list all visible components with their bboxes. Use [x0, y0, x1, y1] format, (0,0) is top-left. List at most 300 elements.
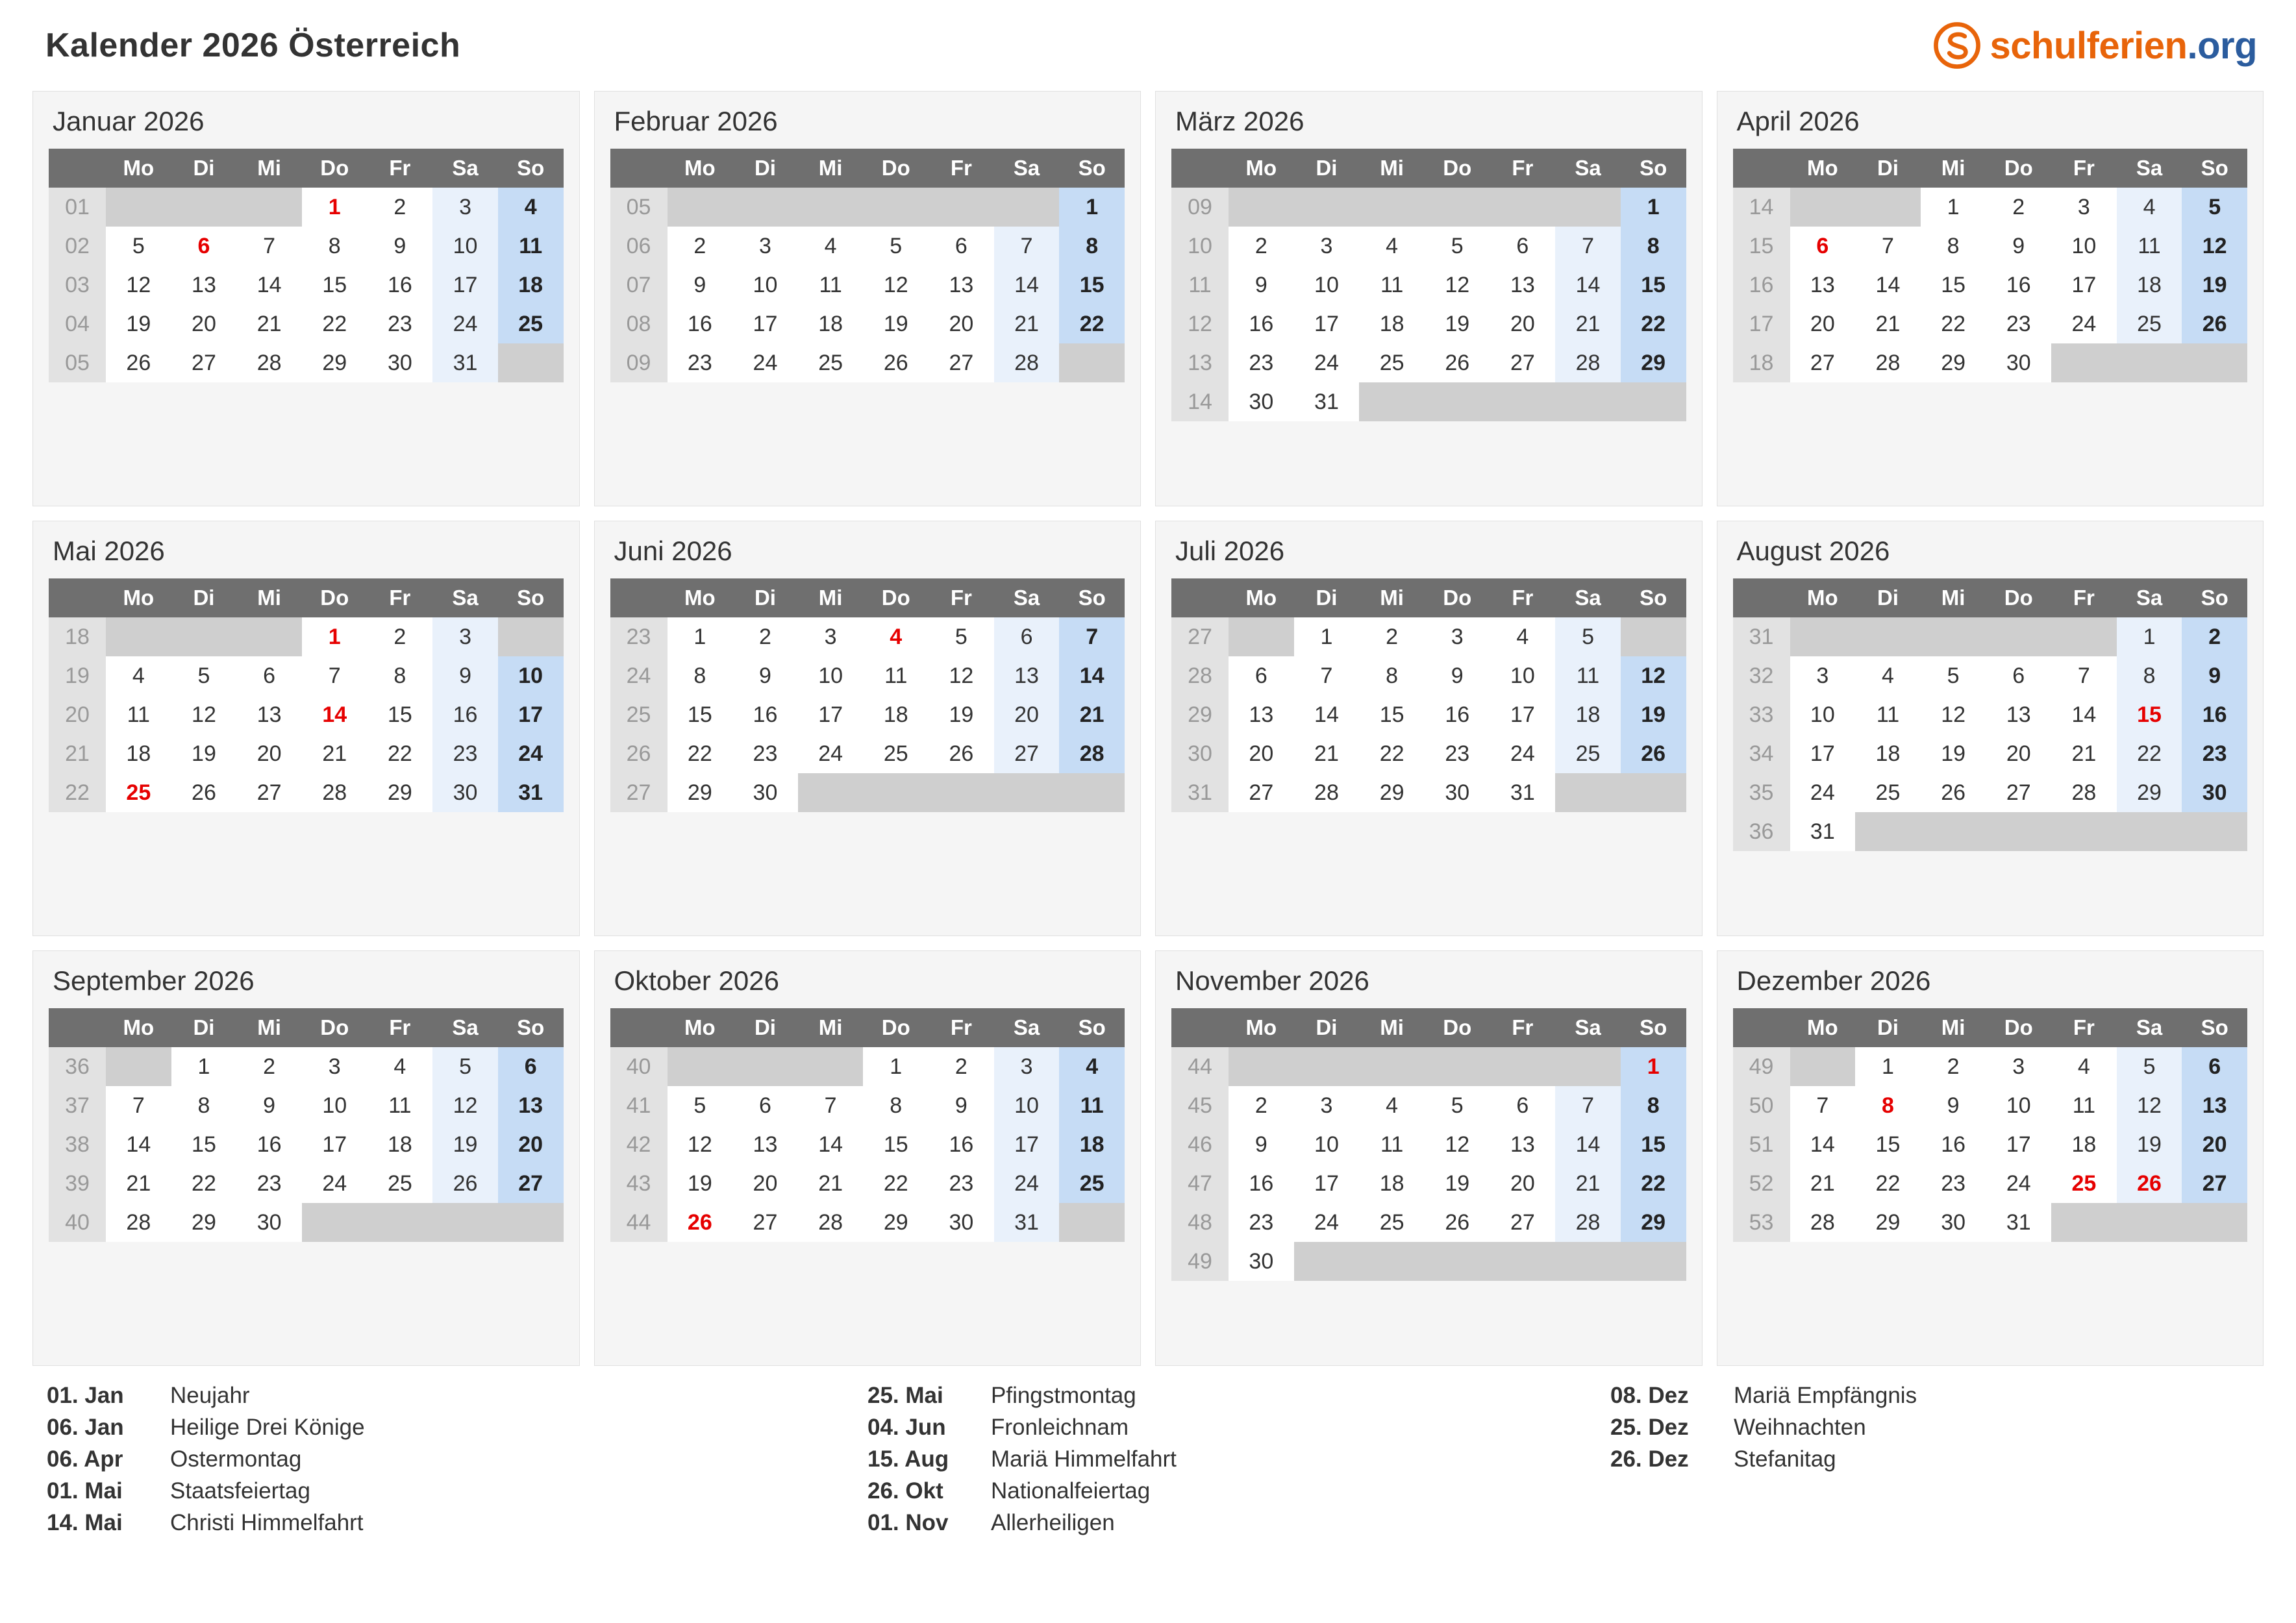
- day-cell: 14: [798, 1125, 864, 1164]
- day-cell: 20: [994, 695, 1060, 734]
- day-cell: 17: [732, 304, 798, 343]
- day-cell: 10: [1294, 266, 1360, 304]
- day-cell: 12: [106, 266, 171, 304]
- legend-item: [867, 1383, 1506, 1409]
- day-cell: 1: [171, 1047, 237, 1086]
- day-cell: 5: [929, 617, 994, 656]
- day-cell: 9: [1921, 1086, 1986, 1125]
- weekday-header: Do: [1425, 578, 1490, 617]
- weekday-header: Fr: [368, 1008, 433, 1047]
- week-number: 06: [610, 227, 668, 266]
- weekday-header: So: [1621, 149, 1686, 188]
- month-card: [594, 91, 1142, 506]
- week-number: 10: [1171, 227, 1229, 266]
- legend-date: 26. Dez: [1610, 1446, 1689, 1472]
- legend-date: 06. Jan: [47, 1415, 124, 1440]
- week-number: 32: [1733, 656, 1790, 695]
- day-cell: 5: [1425, 1086, 1490, 1125]
- weekday-header: Mo: [1790, 149, 1856, 188]
- empty-cell: [1359, 1242, 1425, 1281]
- day-cell: 26: [863, 343, 929, 382]
- day-cell: 1: [1059, 188, 1125, 227]
- week-row: [49, 304, 564, 343]
- empty-cell: [368, 1203, 433, 1242]
- empty-cell: [1490, 1242, 1556, 1281]
- day-cell: 22: [368, 734, 433, 773]
- day-cell: 10: [2051, 227, 2117, 266]
- day-cell: 13: [498, 1086, 564, 1125]
- empty-cell: [1555, 1242, 1621, 1281]
- empty-cell: [1555, 1047, 1621, 1086]
- weekday-header: Di: [1855, 149, 1921, 188]
- month-table: [1171, 149, 1686, 421]
- empty-cell: [1425, 1242, 1490, 1281]
- empty-cell: [2051, 343, 2117, 382]
- week-number: 03: [49, 266, 106, 304]
- day-cell: 2: [2182, 617, 2247, 656]
- day-cell: 12: [432, 1086, 498, 1125]
- legend-item: [1610, 1415, 2249, 1441]
- month-title: Januar 2026: [53, 106, 205, 136]
- day-cell: 30: [1425, 773, 1490, 812]
- day-cell: 12: [668, 1125, 733, 1164]
- legend-holiday-name: Fronleichnam: [991, 1415, 1129, 1440]
- day-cell: 12: [1921, 695, 1986, 734]
- legend-date: 14. Mai: [47, 1510, 123, 1535]
- day-cell: 9: [1229, 266, 1294, 304]
- week-number: 40: [610, 1047, 668, 1086]
- weekday-header: Mi: [236, 578, 302, 617]
- day-cell: 26: [2117, 1164, 2182, 1203]
- week-number: 07: [610, 266, 668, 304]
- week-row: [610, 1203, 1125, 1242]
- day-cell: 17: [1294, 1164, 1360, 1203]
- week-number: 34: [1733, 734, 1790, 773]
- week-row: [1733, 1164, 2248, 1203]
- week-row: [49, 1203, 564, 1242]
- month-title: März 2026: [1175, 106, 1304, 136]
- day-cell: 8: [2117, 656, 2182, 695]
- week-number: 14: [1171, 382, 1229, 421]
- week-number: 52: [1733, 1164, 1790, 1203]
- week-row: [1733, 617, 2248, 656]
- day-cell: 22: [668, 734, 733, 773]
- week-row: [1171, 304, 1686, 343]
- week-number: 42: [610, 1125, 668, 1164]
- weekday-header: So: [1621, 1008, 1686, 1047]
- week-number: 31: [1733, 617, 1790, 656]
- day-cell: 7: [1555, 1086, 1621, 1125]
- week-number: 24: [610, 656, 668, 695]
- month-card: [594, 950, 1142, 1366]
- day-cell: 14: [236, 266, 302, 304]
- day-cell: 23: [732, 734, 798, 773]
- day-cell: 3: [432, 617, 498, 656]
- day-cell: 2: [1229, 227, 1294, 266]
- day-cell: 8: [1921, 227, 1986, 266]
- weekday-header: Sa: [2117, 149, 2182, 188]
- day-cell: 19: [171, 734, 237, 773]
- week-number: 30: [1171, 734, 1229, 773]
- day-cell: 18: [1555, 695, 1621, 734]
- week-row: [610, 266, 1125, 304]
- day-cell: 29: [1621, 1203, 1686, 1242]
- legend-date: 25. Mai: [867, 1383, 943, 1408]
- empty-cell: [1555, 382, 1621, 421]
- day-cell: 9: [432, 656, 498, 695]
- empty-cell: [1555, 773, 1621, 812]
- empty-cell: [1790, 1047, 1856, 1086]
- day-cell: 6: [236, 656, 302, 695]
- day-cell: 11: [498, 227, 564, 266]
- legend-item: [867, 1446, 1506, 1472]
- legend-column: [790, 1383, 1506, 1536]
- day-cell: 26: [1425, 343, 1490, 382]
- day-cell: 12: [1425, 1125, 1490, 1164]
- empty-cell: [236, 617, 302, 656]
- weekday-header: Fr: [929, 149, 994, 188]
- week-row: [1733, 734, 2248, 773]
- day-cell: 27: [171, 343, 237, 382]
- week-number: 21: [49, 734, 106, 773]
- day-cell: 5: [863, 227, 929, 266]
- day-cell: 16: [1229, 1164, 1294, 1203]
- month-title: November 2026: [1175, 965, 1369, 996]
- week-row: [610, 1047, 1125, 1086]
- day-cell: 27: [929, 343, 994, 382]
- week-number-header: [1171, 578, 1229, 617]
- day-cell: 4: [368, 1047, 433, 1086]
- empty-cell: [929, 188, 994, 227]
- day-cell: 20: [1790, 304, 1856, 343]
- day-cell: 27: [1229, 773, 1294, 812]
- weekday-header: Do: [1986, 1008, 2051, 1047]
- day-cell: 15: [1059, 266, 1125, 304]
- day-cell: 21: [1059, 695, 1125, 734]
- week-number: 18: [49, 617, 106, 656]
- day-cell: 28: [236, 343, 302, 382]
- empty-cell: [1229, 617, 1294, 656]
- month-table: [49, 1008, 564, 1242]
- day-cell: 31: [1986, 1203, 2051, 1242]
- weekday-header: Sa: [1555, 149, 1621, 188]
- day-cell: 6: [1986, 656, 2051, 695]
- weekday-header: Sa: [2117, 1008, 2182, 1047]
- week-row: [610, 1125, 1125, 1164]
- legend-holiday-name: Staatsfeiertag: [170, 1478, 310, 1504]
- empty-cell: [1855, 812, 1921, 851]
- week-row: [1733, 773, 2248, 812]
- day-cell: 12: [2117, 1086, 2182, 1125]
- week-number-header: [49, 149, 106, 188]
- day-cell: 26: [1621, 734, 1686, 773]
- week-row: [1171, 1164, 1686, 1203]
- weekday-header: Sa: [994, 1008, 1060, 1047]
- week-row: [610, 304, 1125, 343]
- day-cell: 17: [1294, 304, 1360, 343]
- holiday-legend: [26, 1366, 2270, 1536]
- day-cell: 26: [1425, 1203, 1490, 1242]
- day-cell: 27: [994, 734, 1060, 773]
- day-cell: 26: [106, 343, 171, 382]
- legend-holiday-name: Neujahr: [170, 1383, 250, 1408]
- week-number: 44: [610, 1203, 668, 1242]
- day-cell: 4: [1359, 1086, 1425, 1125]
- day-cell: 15: [1359, 695, 1425, 734]
- day-cell: 19: [863, 304, 929, 343]
- day-cell: 23: [432, 734, 498, 773]
- week-number: 49: [1733, 1047, 1790, 1086]
- day-cell: 28: [2051, 773, 2117, 812]
- empty-cell: [1359, 1047, 1425, 1086]
- empty-cell: [1855, 617, 1921, 656]
- day-cell: 10: [994, 1086, 1060, 1125]
- weekday-header: Fr: [1490, 149, 1556, 188]
- day-cell: 22: [1621, 304, 1686, 343]
- empty-cell: [994, 188, 1060, 227]
- weekday-header: Mi: [798, 149, 864, 188]
- week-number: 01: [49, 188, 106, 227]
- legend-date: 01. Mai: [47, 1478, 123, 1504]
- empty-cell: [171, 188, 237, 227]
- week-row: [610, 773, 1125, 812]
- week-row: [1733, 227, 2248, 266]
- site-logo[interactable]: [1933, 21, 2257, 69]
- weekday-header: Sa: [432, 578, 498, 617]
- day-cell: 1: [1294, 617, 1360, 656]
- day-cell: 9: [368, 227, 433, 266]
- legend-holiday-name: Heilige Drei Könige: [170, 1415, 365, 1440]
- week-number: 41: [610, 1086, 668, 1125]
- day-cell: 11: [2051, 1086, 2117, 1125]
- empty-cell: [106, 188, 171, 227]
- week-number: 36: [49, 1047, 106, 1086]
- day-cell: 17: [498, 695, 564, 734]
- weekday-header: Fr: [1490, 1008, 1556, 1047]
- day-cell: 22: [302, 304, 368, 343]
- week-row: [49, 266, 564, 304]
- weekday-header: Do: [302, 578, 368, 617]
- day-cell: 1: [1621, 1047, 1686, 1086]
- day-cell: 27: [498, 1164, 564, 1203]
- day-cell: 11: [2117, 227, 2182, 266]
- day-cell: 20: [1986, 734, 2051, 773]
- day-cell: 1: [302, 617, 368, 656]
- day-cell: 13: [929, 266, 994, 304]
- week-number: 36: [1733, 812, 1790, 851]
- legend-date: 01. Jan: [47, 1383, 124, 1408]
- week-number: 50: [1733, 1086, 1790, 1125]
- week-row: [610, 343, 1125, 382]
- day-cell: 6: [171, 227, 237, 266]
- legend-holiday-name: Mariä Himmelfahrt: [991, 1446, 1177, 1472]
- day-cell: 27: [2182, 1164, 2247, 1203]
- empty-cell: [498, 1203, 564, 1242]
- day-cell: 29: [171, 1203, 237, 1242]
- week-number: 22: [49, 773, 106, 812]
- weekday-header: Do: [1425, 149, 1490, 188]
- month-card: [1155, 521, 1703, 936]
- legend-date: 08. Dez: [1610, 1383, 1689, 1408]
- day-cell: 19: [2117, 1125, 2182, 1164]
- weekday-header: So: [1059, 1008, 1125, 1047]
- weekday-header: So: [2182, 578, 2247, 617]
- day-cell: 20: [929, 304, 994, 343]
- day-cell: 21: [1294, 734, 1360, 773]
- day-cell: 21: [1555, 1164, 1621, 1203]
- day-cell: 4: [863, 617, 929, 656]
- empty-cell: [1621, 617, 1686, 656]
- month-title: April 2026: [1736, 106, 1860, 136]
- week-row: [610, 1086, 1125, 1125]
- week-row: [49, 773, 564, 812]
- week-row: [1733, 343, 2248, 382]
- day-cell: 2: [236, 1047, 302, 1086]
- day-cell: 5: [2182, 188, 2247, 227]
- month-title: Dezember 2026: [1736, 965, 1931, 996]
- empty-cell: [2117, 1203, 2182, 1242]
- week-number: 45: [1171, 1086, 1229, 1125]
- day-cell: 29: [1621, 343, 1686, 382]
- empty-cell: [1921, 617, 1986, 656]
- week-row: [610, 695, 1125, 734]
- weekday-header: Mi: [1921, 149, 1986, 188]
- week-number: 48: [1171, 1203, 1229, 1242]
- day-cell: 7: [302, 656, 368, 695]
- day-cell: 18: [498, 266, 564, 304]
- page-header: [26, 0, 2270, 91]
- day-cell: 6: [929, 227, 994, 266]
- empty-cell: [1059, 773, 1125, 812]
- day-cell: 24: [732, 343, 798, 382]
- week-number-header: [49, 1008, 106, 1047]
- week-number: 20: [49, 695, 106, 734]
- day-cell: 23: [2182, 734, 2247, 773]
- day-cell: 4: [1855, 656, 1921, 695]
- day-cell: 30: [1986, 343, 2051, 382]
- day-cell: 28: [1555, 343, 1621, 382]
- week-row: [610, 656, 1125, 695]
- weekday-header: Di: [1855, 578, 1921, 617]
- weekday-header: Sa: [1555, 1008, 1621, 1047]
- day-cell: 9: [668, 266, 733, 304]
- day-cell: 25: [1059, 1164, 1125, 1203]
- week-number-header: [1171, 149, 1229, 188]
- day-cell: 13: [1490, 1125, 1556, 1164]
- week-number: 19: [49, 656, 106, 695]
- day-cell: 28: [1059, 734, 1125, 773]
- month-card: [1717, 521, 2264, 936]
- day-cell: 3: [432, 188, 498, 227]
- day-cell: 8: [1855, 1086, 1921, 1125]
- week-number: 16: [1733, 266, 1790, 304]
- empty-cell: [2117, 812, 2182, 851]
- day-cell: 30: [432, 773, 498, 812]
- empty-cell: [732, 1047, 798, 1086]
- day-cell: 17: [302, 1125, 368, 1164]
- legend-item: [867, 1415, 1506, 1441]
- empty-cell: [2051, 1203, 2117, 1242]
- legend-column: [47, 1383, 764, 1536]
- week-number: 38: [49, 1125, 106, 1164]
- day-cell: 30: [929, 1203, 994, 1242]
- empty-cell: [302, 1203, 368, 1242]
- day-cell: 2: [368, 617, 433, 656]
- day-cell: 23: [1229, 343, 1294, 382]
- day-cell: 15: [368, 695, 433, 734]
- day-cell: 24: [498, 734, 564, 773]
- weekday-header: Do: [302, 149, 368, 188]
- day-cell: 31: [498, 773, 564, 812]
- empty-cell: [106, 617, 171, 656]
- day-cell: 2: [668, 227, 733, 266]
- weekday-header: Mi: [1359, 1008, 1425, 1047]
- legend-item: [47, 1446, 764, 1472]
- empty-cell: [732, 188, 798, 227]
- month-table: [1733, 578, 2248, 851]
- empty-cell: [2117, 343, 2182, 382]
- day-cell: 5: [668, 1086, 733, 1125]
- day-cell: 1: [1855, 1047, 1921, 1086]
- day-cell: 19: [1921, 734, 1986, 773]
- day-cell: 27: [1986, 773, 2051, 812]
- weekday-header: Mo: [1229, 578, 1294, 617]
- month-card: [1717, 91, 2264, 506]
- day-cell: 15: [1855, 1125, 1921, 1164]
- month-table: [1733, 149, 2248, 382]
- day-cell: 25: [368, 1164, 433, 1203]
- weekday-header: Do: [863, 149, 929, 188]
- week-number: 37: [49, 1086, 106, 1125]
- day-cell: 13: [236, 695, 302, 734]
- weekday-header: Fr: [929, 1008, 994, 1047]
- day-cell: 30: [1921, 1203, 1986, 1242]
- day-cell: 8: [368, 656, 433, 695]
- week-row: [1171, 656, 1686, 695]
- day-cell: 30: [1229, 382, 1294, 421]
- week-row: [49, 656, 564, 695]
- day-cell: 13: [2182, 1086, 2247, 1125]
- week-row: [1171, 1125, 1686, 1164]
- week-number: 23: [610, 617, 668, 656]
- day-cell: 29: [1921, 343, 1986, 382]
- day-cell: 19: [1425, 1164, 1490, 1203]
- day-cell: 25: [106, 773, 171, 812]
- empty-cell: [1790, 188, 1856, 227]
- day-cell: 24: [2051, 304, 2117, 343]
- month-table: [49, 578, 564, 812]
- weekday-header: Mo: [668, 149, 733, 188]
- week-row: [1733, 304, 2248, 343]
- day-cell: 21: [798, 1164, 864, 1203]
- legend-item: [1610, 1446, 2249, 1472]
- empty-cell: [1855, 188, 1921, 227]
- day-cell: 28: [1294, 773, 1360, 812]
- weekday-header: Fr: [2051, 149, 2117, 188]
- day-cell: 24: [1294, 343, 1360, 382]
- day-cell: 8: [1059, 227, 1125, 266]
- day-cell: 6: [1229, 656, 1294, 695]
- week-row: [1171, 617, 1686, 656]
- week-row: [1733, 1203, 2248, 1242]
- day-cell: 16: [432, 695, 498, 734]
- week-number: 43: [610, 1164, 668, 1203]
- day-cell: 24: [798, 734, 864, 773]
- day-cell: 19: [668, 1164, 733, 1203]
- day-cell: 7: [2051, 656, 2117, 695]
- day-cell: 1: [1921, 188, 1986, 227]
- weekday-header: Mo: [106, 578, 171, 617]
